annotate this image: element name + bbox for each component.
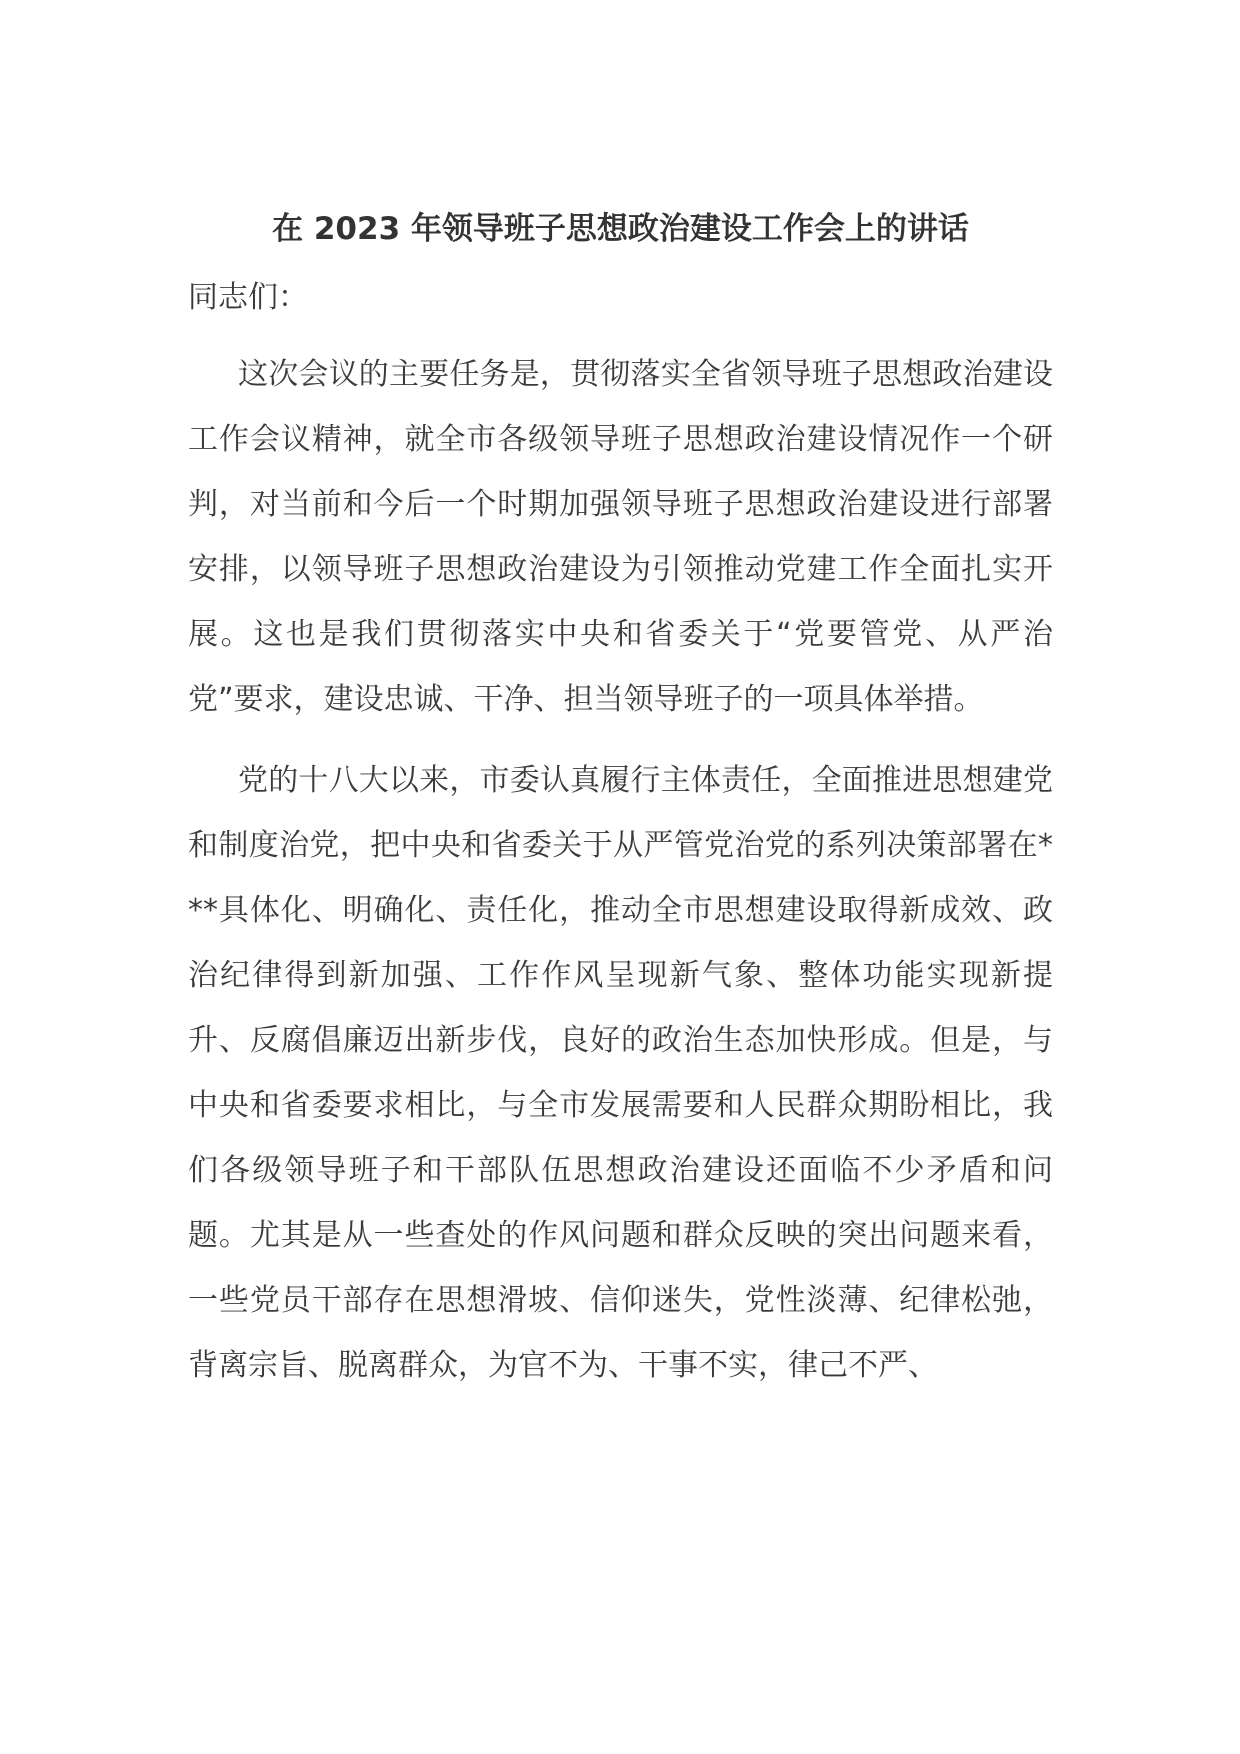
paragraph-1: 这次会议的主要任务是，贯彻落实全省领导班子思想政治建设工作会议精神，就全市各级领导班子思想政治建设情况作一个研判，对当前和今后一个时期加强领导班子思想政治建设进行部署安排，以领导班子思想政治建设为引领推动党建工作全面扎实开展。这也是我们贯彻落实中央和省委关于“党要管党、从严治党”要求，建设忠诚、干净、担当领导班子的一项具体举措。 bbox=[188, 357, 1053, 717]
paragraph-2: 党的十八大以来，市委认真履行主体责任，全面推进思想建党和制度治党，把中央和省委关于从严管党治党的系列决策部署在***具体化、明确化、责任化，推动全市思想建设取得新成效、政治纪律得到新加强、工作作风呈现新气象、整体功能实现新提升、反腐倡廉迈出新步伐，良好的政治生态加快形成。但是，与中央和省委要求相比，与全市发展需要和人民群众期盼相比，我们各级领导班子和干部队伍思想政治建设还面临不少矛盾和问题。尤其是从一些查处的作风问题和群众反映的突出问题来看，一些党员干部存在思想滑坡、信仰迷失，党性淡薄、纪律松弛，背离宗旨、脱离群众，为官不为、干事不实，律己不严、 bbox=[188, 763, 1053, 1383]
document-body bbox=[188, 200, 1053, 1398]
document-title: 在 2023 年领导班子思想政治建设工作会上的讲话 bbox=[272, 211, 969, 247]
salutation: 同志们： bbox=[188, 280, 308, 315]
